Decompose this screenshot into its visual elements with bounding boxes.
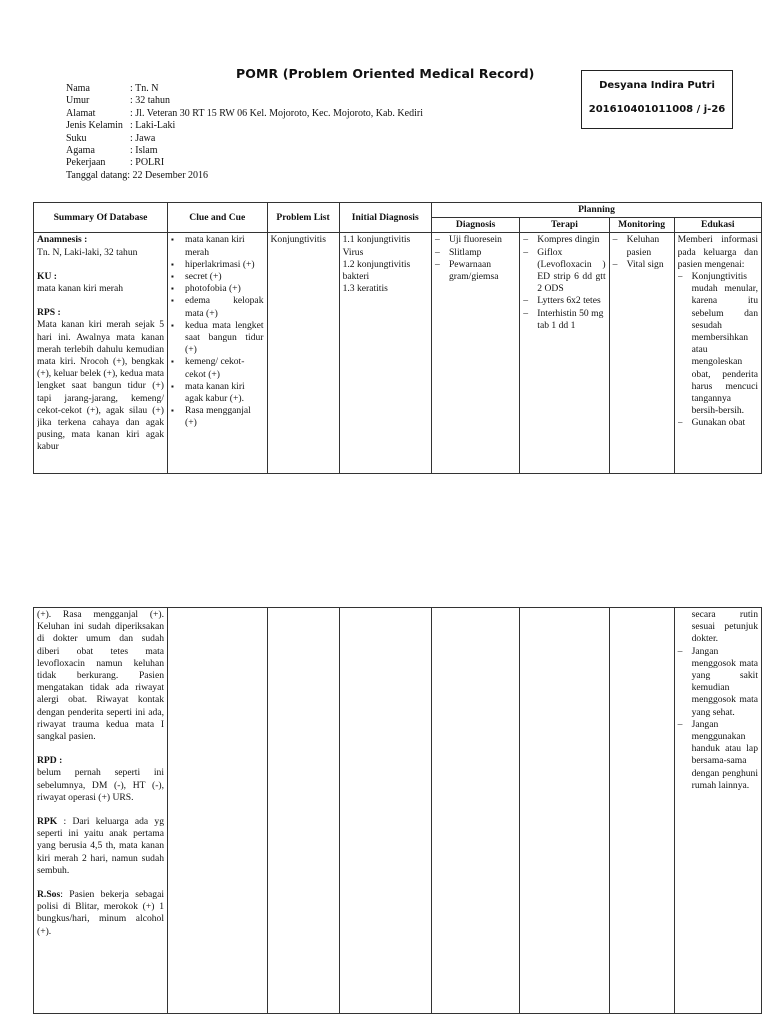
field-value: : 32 tahun (130, 95, 170, 107)
edukasi-cell (674, 233, 761, 474)
rpd-label: RPD : (37, 755, 63, 767)
header-diagnosis: Diagnosis (431, 218, 519, 233)
field-label: Umur (66, 95, 90, 107)
diagnosis-cell-empty (431, 608, 519, 1014)
list-item: – Lytters 6x2 tetes (523, 295, 605, 307)
list-item: – Uji fluoresein (435, 234, 516, 246)
field-label: Jenis Kelamin (66, 120, 123, 132)
monitoring-cell (609, 233, 674, 474)
patient-row-nama (66, 83, 423, 95)
summary-cell-continued (34, 608, 168, 1014)
patient-info (66, 83, 423, 182)
terapi-cell-empty (520, 608, 609, 1014)
list-item: ▪ kemeng/ cekot-cekot (+) (171, 356, 263, 380)
tanggal-datang: Tanggal datang: 22 Desember 2016 (66, 169, 209, 181)
rpk-paragraph (37, 816, 164, 877)
list-item: – Giflox (Levofloxacin ) ED strip 6 dd gtt 2 ODS (523, 247, 605, 296)
field-label: Suku (66, 132, 87, 144)
rsos-label: R.Sos (37, 889, 61, 901)
header-summary: Summary Of Database (34, 203, 168, 233)
ku-text: mata kanan kiri merah (37, 283, 124, 295)
rpd-text: belum pernah seperti ini sebelumnya, DM (-), HT (-), riwayat operasi (+) URS. (37, 767, 165, 803)
problem-cell-empty (267, 608, 339, 1014)
field-value: : Islam (130, 145, 158, 157)
initial-item: 1.1 konjungtivitis Virus (342, 234, 411, 258)
problem-cell: Konjungtivitis (267, 233, 339, 474)
rpk-label: RPK (37, 816, 58, 828)
field-label: Alamat (66, 107, 96, 119)
list-item: ▪ mata kanan kiri merah (171, 234, 263, 258)
field-label: Nama (66, 83, 90, 94)
list-item: – Jangan menggosok mata yang sakit kemudian menggosok mata yang sehat. (678, 646, 758, 719)
field-value: : Tn. N (130, 83, 159, 94)
list-item: ▪ mata kanan kiri agak kabur (+). (171, 381, 263, 405)
list-item: ▪ secret (+) (171, 271, 263, 283)
header-initial: Initial Diagnosis (339, 203, 431, 233)
list-item: ▪ edema kelopak mata (+) (171, 295, 263, 319)
summary-continued-text: (+). Rasa mengganjal (+). Keluhan ini sudah diperiksakan di dokter umum dan sudah diberi obat tetes mata levofloxacin namun keluhan tidak berkurang. Pasien mengatakan tidak ada riwayat alergi obat. Riwayat kontak dengan penderita seperti ini ada, riwayat trauma kedua mata I sangkal pasien. (37, 609, 165, 743)
list-item: – Konjungtivitis mudah menular, karena itu sebelum dan sesudah membersihkan atau mengoleskan obat, penderita harus mencuci tangannya bersih-bersih. (678, 271, 758, 417)
header-monitoring: Monitoring (609, 218, 674, 233)
header-edukasi: Edukasi (674, 218, 761, 233)
edukasi-intro: Memberi informasi pada keluarga dan pasien mengenai: (677, 234, 758, 270)
initial-cell-empty (339, 608, 431, 1014)
header-problem: Problem List (267, 203, 339, 233)
clue-cell-empty (168, 608, 268, 1014)
initial-item: 1.3 keratitis (342, 283, 388, 295)
patient-row-pekerjaan (66, 157, 423, 169)
list-item: ▪ Rasa mengganjal (+) (171, 405, 263, 429)
author-id: 201610401011008 / j-26 (588, 104, 726, 115)
document-title: POMR (Problem Oriented Medical Record) (236, 66, 535, 81)
rps-text: Mata kanan kiri merah sejak 5 hari ini. Awalnya mata kanan merah terlebih dahulu kemudian mata kiri. Nrocoh (+), bengkak (+), keluar belek (+), kedua mata lengket saat bangun tidur (+) tapi jarang-jarang, kemeng/ cekot-cekot (+), agak silau (+) jika terkena cahaya dan agak pusing, mata kanan kiri agak kabur (37, 319, 165, 453)
field-value: : Laki-Laki (130, 120, 176, 132)
rsos-text: : Pasien bekerja sebagai polisi di Blitar, merokok (+) 1 bungkus/hari, minum alcohol (+). (37, 889, 165, 937)
edukasi-continued-text: secara rutin sesuai petunjuk dokter. (691, 609, 758, 645)
field-value: : Jl. Veteran 30 RT 15 RW 06 Kel. Mojoroto, Kec. Mojoroto, Kab. Kediri (130, 107, 423, 119)
pomr-table-page2 (33, 607, 762, 1014)
list-item: – Vital sign (613, 259, 671, 271)
monitoring-cell-empty (609, 608, 674, 1014)
header-planning: Planning (431, 203, 761, 218)
field-label: Agama (66, 145, 95, 157)
clue-cell (168, 233, 267, 474)
initial-diagnosis-cell (339, 233, 431, 474)
initial-item: 1.2 konjungtivitis bakteri (342, 258, 411, 283)
field-label: Pekerjaan (66, 157, 106, 169)
patient-row-alamat (66, 108, 423, 120)
list-item: ▪ photofobia (+) (171, 283, 263, 295)
rps-label: RPS : (37, 307, 61, 319)
list-item: ▪ kedua mata lengket saat bangun tidur (+) (171, 320, 263, 357)
patient-row-agama (66, 145, 423, 157)
list-item: – Slitlamp (435, 247, 516, 259)
summary-cell (34, 233, 168, 474)
list-item: – Jangan menggunakan handuk atau lap bersama-sama dengan penghuni rumah lainnya. (678, 719, 758, 792)
patient-row-jenis-kelamin (66, 120, 423, 132)
terapi-cell (520, 233, 609, 474)
pomr-table-page1 (33, 202, 762, 474)
rpk-text: : Dari keluarga ada yg seperti ini yaitu anak pertama yang berusia 4,5 th, mata kanan kiri merah 2 hari, namun sudah sembuh. (37, 816, 165, 876)
header-terapi: Terapi (520, 218, 609, 233)
ku-label: KU : (37, 270, 57, 282)
patient-row-suku (66, 133, 423, 145)
diagnosis-cell (431, 233, 519, 474)
anamnesis-text: Tn. N, Laki-laki, 32 tahun (37, 246, 138, 258)
field-value: : POLRI (130, 157, 165, 169)
list-item: – Pewarnaan gram/giemsa (435, 259, 516, 283)
student-id-box (581, 70, 733, 129)
edukasi-cell-continued (674, 608, 761, 1014)
rsos-paragraph (37, 889, 164, 938)
list-item: – Kompres dingin (523, 234, 605, 246)
author-name: Desyana Indira Putri (599, 80, 715, 91)
field-value: : Jawa (130, 132, 156, 144)
patient-row-umur (66, 95, 423, 107)
list-item: – Keluhan pasien (613, 234, 671, 258)
list-item: – Gunakan obat (678, 417, 758, 429)
header-clue: Clue and Cue (168, 203, 267, 233)
anamnesis-label: Anamnesis : (37, 234, 88, 246)
list-item: ▪ hiperlakrimasi (+) (171, 259, 263, 271)
list-item: – Interhistin 50 mg tab 1 dd 1 (523, 308, 605, 332)
